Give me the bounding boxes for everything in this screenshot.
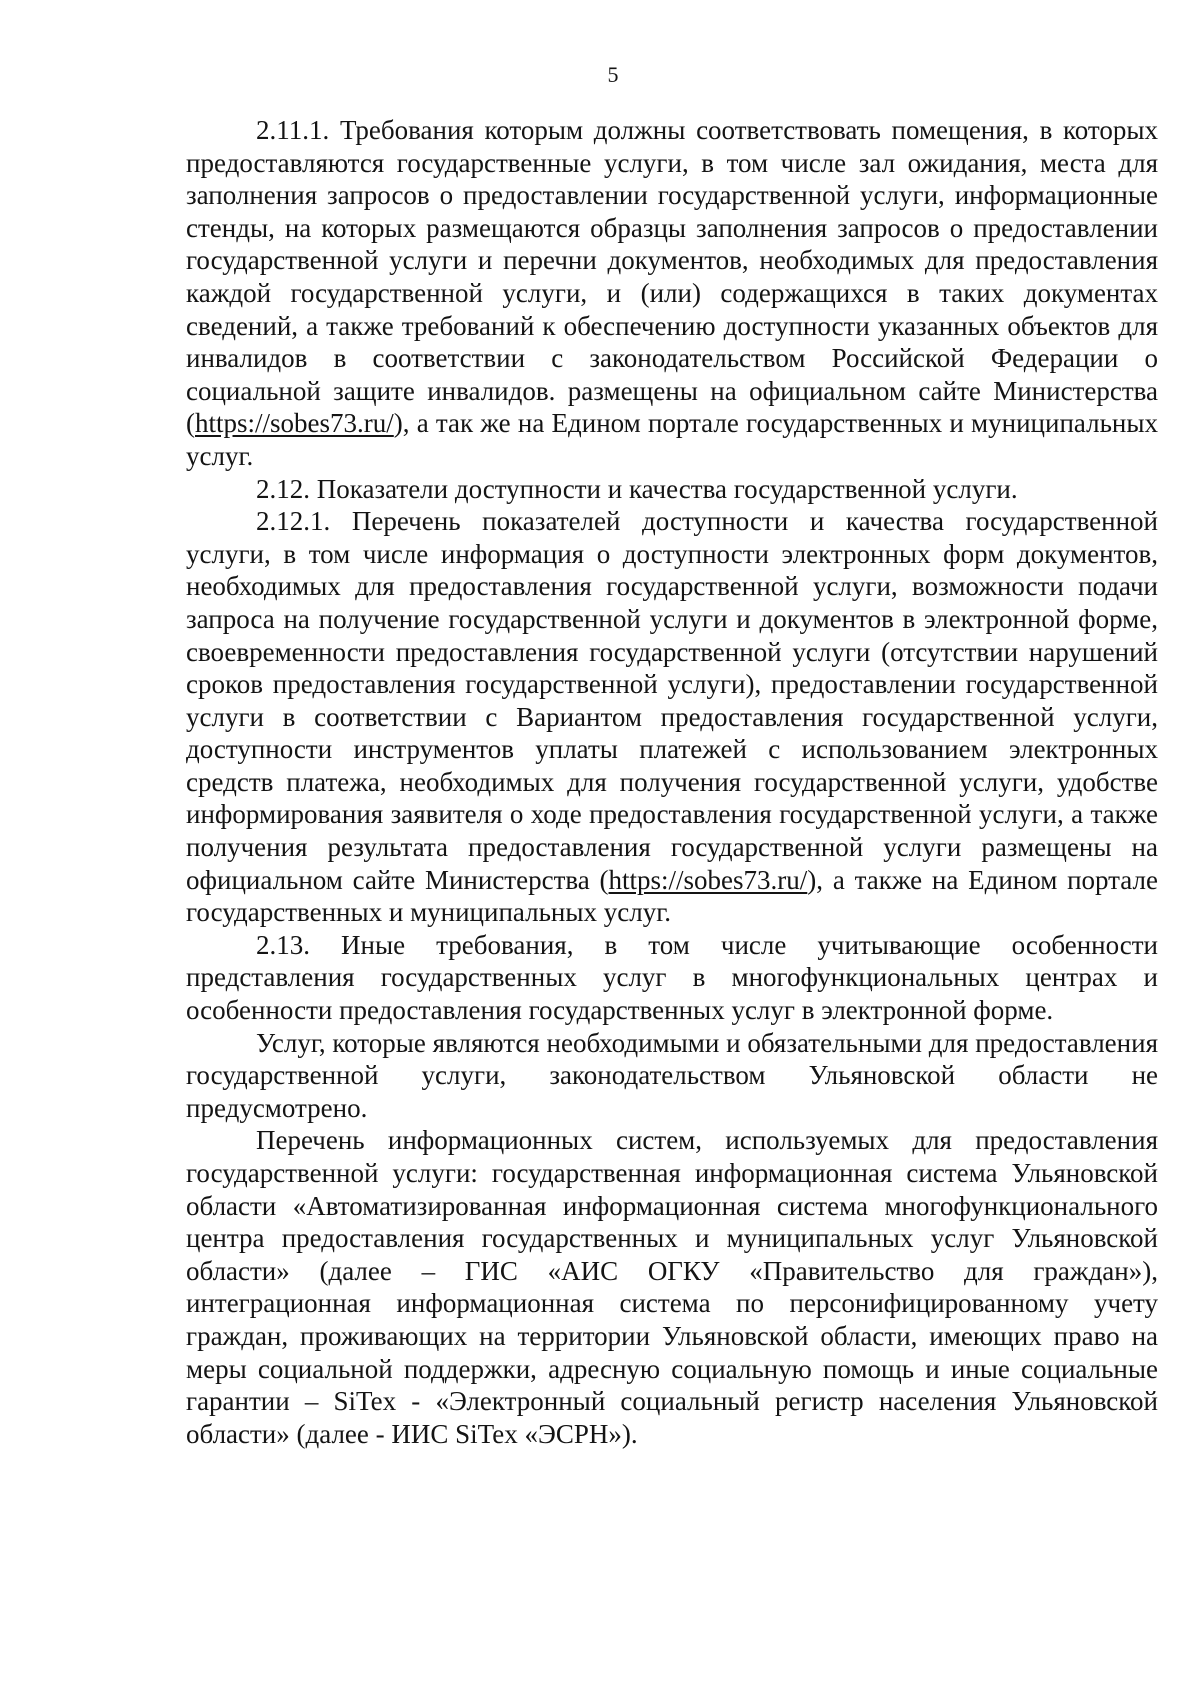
paragraph-required-services — [186, 1027, 1165, 1125]
paragraph-2-12-1 — [186, 505, 1165, 929]
paragraph-text-after-link: ), а так же на Едином портале государственных и муниципальных услуг. — [186, 408, 1165, 471]
paragraph-text: Услуг, которые являются необходимыми и обязательными для предоставления государственной услуги, законодательством Ульяновской области не предусмотрено. — [186, 1027, 1165, 1123]
paragraph-text: Перечень информационных систем, используемых для предоставления государственной услуги: государственная информационная система Ульяновской области «Автоматизированная информационная система многофункционального центра предоставления государственных и муниципальных услуг Ульяновской области» (далее – ГИС «АИС ОГКУ «Правительство для граждан»), интеграционная информационная система по персонифицированному учету граждан, проживающих на территории Ульяновской области, имеющих право на меры социальной поддержки, адресную социальную помощь и иные социальные гарантии – SiTex - «Электронный социальный регистр населения Ульяновской области» (далее - ИИС SiTex «ЭСРН»). — [186, 1125, 1165, 1449]
page-number: 5 — [607, 62, 619, 87]
ministry-site-link[interactable]: https://sobes73.ru/ — [608, 864, 808, 895]
paragraph-text: 2.11.1. Требования которым должны соответствовать помещения, в которых предоставляются государственные услуги, в том числе зал ожидания, места для заполнения запросов о предоставлении государственной услуги, информационные стенды, на которых размещаются образцы заполнения запросов о предоставлении государственной услуги и перечни документов, необходимых для предоставления каждой государственной услуги, и (или) содержащихся в таких документах сведений, а также требований к обеспечению доступности указанных объектов для инвалидов в соответствии с законодательством Российской Федерации о социальной защите инвалидов. размещены на официальном сайте Министерства ( — [186, 115, 1165, 439]
ministry-site-link[interactable]: https://sobes73.ru/ — [195, 408, 394, 439]
document-body — [186, 114, 1165, 1450]
paragraph-text: 2.13. Иные требования, в том числе учитывающие особенности представления государственных услуг в многофункциональных центрах и особенности предоставления государственных услуг в электронной форме. — [186, 929, 1165, 1026]
paragraph-2-11-1 — [186, 114, 1165, 473]
paragraph-text: 2.12.1. Перечень показателей доступности и качества государственной услуги, в том числе информация о доступности электронных форм документов, необходимых для предоставления государственной услуги, возможности подачи запроса на получение государственной услуги и документов в электронной форме, своевременности предоставления государственной услуги (отсутствии нарушений сроков предоставления государственной услуги), предоставлении государственной услуги в соответствии с Вариантом предоставления государственной услуги, доступности инструментов уплаты платежей с использованием электронных средств платежа, необходимых для получения государственной услуги, удобстве информирования заявителя о ходе предоставления государственной услуги, а также получения результата предоставления государственной услуги размещены на официальном сайте Министерства ( — [186, 506, 1165, 895]
paragraph-2-13 — [186, 929, 1165, 1027]
paragraph-2-12 — [186, 473, 1158, 506]
paragraph-text: 2.12. Показатели доступности и качества государственной услуги. — [256, 473, 1018, 504]
paragraph-information-systems — [186, 1124, 1165, 1450]
paragraph-text-after-link: ), а также на Едином портале государственных и муниципальных услуг. — [186, 864, 1165, 928]
